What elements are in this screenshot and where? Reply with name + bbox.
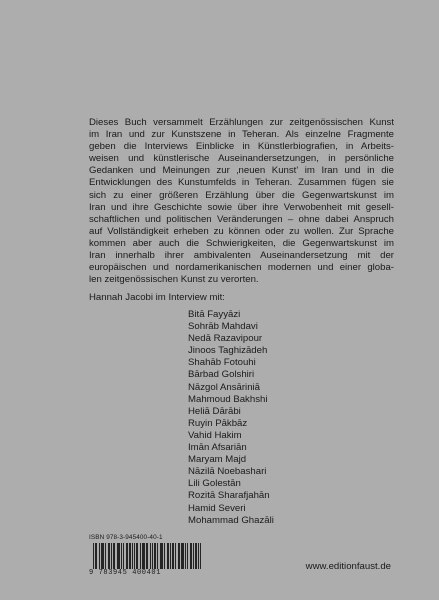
barcode-bar (167, 543, 168, 569)
barcode-bar (196, 543, 197, 569)
barcode-bar (130, 543, 131, 569)
ean-digits: 9 783945 400401 (89, 569, 162, 577)
barcode-bar (181, 543, 182, 569)
blurb-line: sich zu einer größeren Erzählung über die Gegenwartskunst im (89, 189, 394, 201)
barcode-bar (185, 543, 186, 569)
barcode-bar (191, 543, 192, 569)
barcode-bar (198, 543, 199, 569)
blurb-line: auf Vollständigkeit erheben zu können oder zu wollen. Zur Sprache (89, 225, 394, 237)
barcode-bar (109, 543, 110, 569)
barcode-bar (118, 543, 119, 569)
barcode-bar (137, 543, 138, 569)
barcode-bar (190, 543, 191, 569)
barcode-bar (129, 543, 130, 569)
barcode-bar (173, 543, 174, 569)
barcode-bar (200, 543, 201, 569)
barcode-bar (114, 543, 115, 569)
interviewee-name: Sohrāb Mahdavi (188, 321, 258, 333)
blurb-line: Iran und ihre Geschichte sowie über ihre Verwobenheit mit gesell- (89, 201, 394, 213)
barcode-block (89, 534, 205, 576)
interview-intro: Hannah Jacobi im Interview mit: (89, 292, 225, 303)
barcode-bar (127, 543, 128, 569)
barcode-bar (150, 543, 151, 569)
barcode-bar (147, 543, 148, 569)
blurb-line: schaftlichen und politischen Veränderungen – ohne dabei Anspruch (89, 213, 394, 225)
barcode-bar (136, 543, 137, 569)
barcode-bar (154, 543, 155, 569)
blurb-line: im Iran und zur Kunstszene in Teheran. Als einzelne Fragmente (89, 129, 394, 141)
interviewee-name: Jinoos Taghizādeh (188, 345, 268, 357)
barcode-bar (183, 543, 184, 569)
barcode-bar (144, 543, 145, 569)
barcode-bar (123, 543, 124, 569)
blurb-line: Dieses Buch versammelt Erzählungen zur zeitgenössischen Kunst (89, 117, 394, 128)
interviewee-name: Vahid Hakim (188, 429, 242, 441)
interviewee-name: Rozitā Sharafjahān (188, 490, 270, 502)
barcode-bar (134, 543, 135, 569)
barcode-bar (179, 543, 180, 569)
barcode-bar (146, 543, 147, 569)
interviewee-name: Hamid Severi (188, 502, 246, 514)
barcode (93, 543, 201, 569)
interviewee-name: Bitā Fayyāzi (188, 309, 241, 320)
blurb-line: Iran innerhalb ihrer ambivalenten Auseinandersetzung mit der (89, 250, 394, 262)
barcode-bar (152, 543, 153, 569)
barcode-bar (101, 543, 102, 569)
interviewee-list (188, 309, 274, 527)
barcode-bar (119, 543, 120, 569)
barcode-bar (105, 543, 106, 569)
barcode-bar (117, 543, 118, 569)
barcode-bar (143, 543, 144, 569)
barcode-bar (132, 543, 133, 569)
barcode-bar (170, 543, 171, 569)
interviewee-name: Nāzilā Noebashari (188, 466, 267, 478)
blurb-line: weisen und künstlerische Auseinandersetzungen, in persönliche (89, 153, 394, 165)
barcode-bar (113, 543, 114, 569)
interviewee-name: Lili Golestān (188, 478, 241, 490)
interviewee-name: Imān Afsariān (188, 442, 247, 454)
interviewee-name: Nāzgol Ansāriniā (188, 381, 260, 393)
blurb-line: europäischen und nordamerikanischen modernen und einer globa- (89, 262, 394, 274)
barcode-bar (157, 543, 158, 569)
blurb-line: Gedanken und Meinungen zur ‚neuen Kunst' im Iran und in die (89, 165, 394, 177)
barcode-bar (175, 543, 176, 569)
interviewee-name: Nedā Razavipour (188, 333, 263, 345)
barcode-bar (111, 543, 112, 569)
barcode-bar (162, 543, 163, 569)
interviewee-name: Maryam Majd (188, 454, 247, 466)
publisher-website: www.editionfaust.de (305, 561, 391, 572)
interviewee-name: Ruyin Pākbāz (188, 417, 248, 429)
interviewee-name: Mahmoud Bakhshi (188, 393, 268, 405)
barcode-bar (140, 543, 141, 569)
barcode-bar (108, 543, 109, 569)
interviewee-name: Mohammad Ghazāli (188, 514, 274, 526)
barcode-bar (187, 543, 188, 569)
blurb-line: geben die Interviews Einblicke in Künstlerbiografien, in Arbeits- (89, 141, 394, 153)
barcode-bar (160, 543, 161, 569)
barcode-bar (95, 543, 96, 569)
barcode-bar (142, 543, 143, 569)
barcode-bar (155, 543, 156, 569)
barcode-bar (103, 543, 104, 569)
barcode-bar (164, 543, 165, 569)
barcode-bar (195, 543, 196, 569)
barcode-bar (161, 543, 162, 569)
blurb-paragraph (89, 117, 394, 286)
interviewee-name: Shahāb Fotouhi (188, 357, 256, 369)
blurb-line: len zeitgenössischen Kunst zu verorten. (89, 274, 259, 286)
barcode-bar (121, 543, 122, 569)
interviewee-name: Bārbad Golshiri (188, 369, 255, 381)
interviewee-name: Heliā Dārābi (188, 405, 241, 417)
barcode-bar (96, 543, 97, 569)
blurb-line: Entwicklungen des Kunstumfelds in Teheran. Zusammen fügen sie (89, 177, 394, 189)
barcode-bar (126, 543, 127, 569)
barcode-bar (93, 543, 94, 569)
blurb-line: kommen aber auch die Schwierigkeiten, die Gegenwartskunst im (89, 237, 394, 249)
barcode-bar (193, 543, 194, 569)
barcode-bar (99, 543, 100, 569)
barcode-bar (182, 543, 183, 569)
barcode-bar (102, 543, 103, 569)
barcode-bar (168, 543, 169, 569)
barcode-bar (178, 543, 179, 569)
isbn-label: ISBN 978-3-945400-40-1 (89, 534, 163, 541)
barcode-bar (172, 543, 173, 569)
